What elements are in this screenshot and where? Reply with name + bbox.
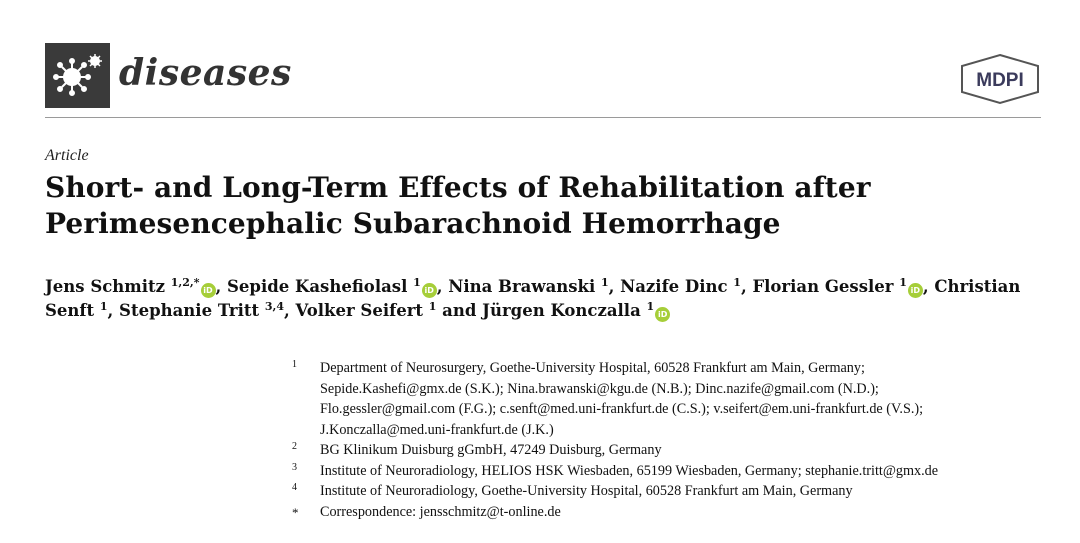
author[interactable]: Christian Senft $^1$ bbox=[45, 277, 1021, 320]
affiliation-item bbox=[292, 440, 1052, 461]
journal-name: diseases bbox=[119, 52, 292, 94]
affiliation-line: BG Klinikum Duisburg gGmbH, 47249 Duisburg, Germany bbox=[320, 442, 662, 458]
author[interactable]: Nazife Dinc $^1$ bbox=[620, 276, 741, 296]
affiliation-line: Department of Neurosurgery, Goethe-University Hospital, 60528 Frankfurt am Main, Germany; bbox=[320, 360, 865, 376]
title-line: Perimesencephalic Subarachnoid Hemorrhage bbox=[45, 207, 781, 240]
affiliation-line[interactable]: J.Konczalla@med.uni-frankfurt.de (J.K.) bbox=[320, 421, 554, 438]
author[interactable]: Stephanie Tritt $^{3,4}$ bbox=[119, 300, 284, 320]
orcid-icon[interactable]: iD bbox=[422, 283, 437, 298]
affiliation-mark: 4 bbox=[292, 482, 297, 493]
author[interactable]: Jens Schmitz $^{1,2,*}$ bbox=[45, 276, 200, 296]
mdpi-logo bbox=[959, 53, 1041, 105]
affiliation-item bbox=[292, 461, 1052, 482]
affiliation-line[interactable]: Flo.gessler@gmail.com (F.G.); c.senft@med.uni-frankfurt.de (C.S.); v.seifert@em.uni-frankfurt.de (V.S.); bbox=[320, 401, 924, 417]
affiliation-line[interactable]: Institute of Neuroradiology, HELIOS HSK Wiesbaden, 65199 Wiesbaden, Germany; stephanie.tritt@gmx.de bbox=[320, 462, 939, 479]
affiliation-mark: 3 bbox=[292, 461, 297, 473]
article-title bbox=[45, 170, 1035, 242]
correspondence-line[interactable]: Correspondence: jensschmitz@t-online.de bbox=[320, 503, 561, 520]
orcid-icon[interactable]: iD bbox=[655, 307, 670, 322]
article-type: Article bbox=[45, 147, 89, 164]
affiliation-line[interactable]: Sepide.Kashefi@gmx.de (S.K.); Nina.brawanski@kgu.de (N.B.); Dinc.nazife@gmail.com (N.D.); bbox=[320, 380, 879, 397]
affiliation-mark: 1 bbox=[292, 359, 297, 370]
affiliation-line: Institute of Neuroradiology, Goethe-University Hospital, 60528 Frankfurt am Main, Germany bbox=[320, 483, 853, 499]
header-divider bbox=[45, 117, 1041, 118]
journal-header bbox=[45, 43, 1041, 115]
orcid-icon[interactable]: iD bbox=[201, 283, 216, 298]
publisher-name: MDPI bbox=[976, 70, 1024, 91]
virus-icon bbox=[45, 43, 110, 108]
affiliation-mark: 2 bbox=[292, 441, 297, 452]
author[interactable]: Volker Seifert $^1$ bbox=[295, 300, 437, 320]
author[interactable]: Florian Gessler $^1$ bbox=[752, 276, 907, 296]
journal-logo bbox=[45, 43, 110, 108]
affiliation-item bbox=[292, 502, 1052, 523]
affiliation-item bbox=[292, 358, 1052, 440]
affiliation-mark: * bbox=[292, 504, 299, 520]
author-list: Jens Schmitz $^{1,2,*}$iD , Sepide Kashefiolasl $^1$iD , Nina Brawanski $^1$, Nazife Dinc $^1$, Florian Gessler $^1$iD , Christian Senft $^1$, Stephanie Tritt $^{3,4}$, Volker Seifert $^1$ and Jürgen Konczalla $^1$iD bbox=[45, 276, 1021, 320]
orcid-icon[interactable]: iD bbox=[908, 283, 923, 298]
author[interactable]: Sepide Kashefiolasl $^1$ bbox=[227, 276, 421, 296]
affiliations bbox=[292, 358, 1052, 522]
author[interactable]: Jürgen Konczalla $^1$ bbox=[482, 300, 655, 320]
affiliation-item bbox=[292, 481, 1052, 502]
title-line: Short- and Long-Term Effects of Rehabilitation after bbox=[45, 171, 871, 204]
author[interactable]: Nina Brawanski $^1$ bbox=[448, 276, 609, 296]
